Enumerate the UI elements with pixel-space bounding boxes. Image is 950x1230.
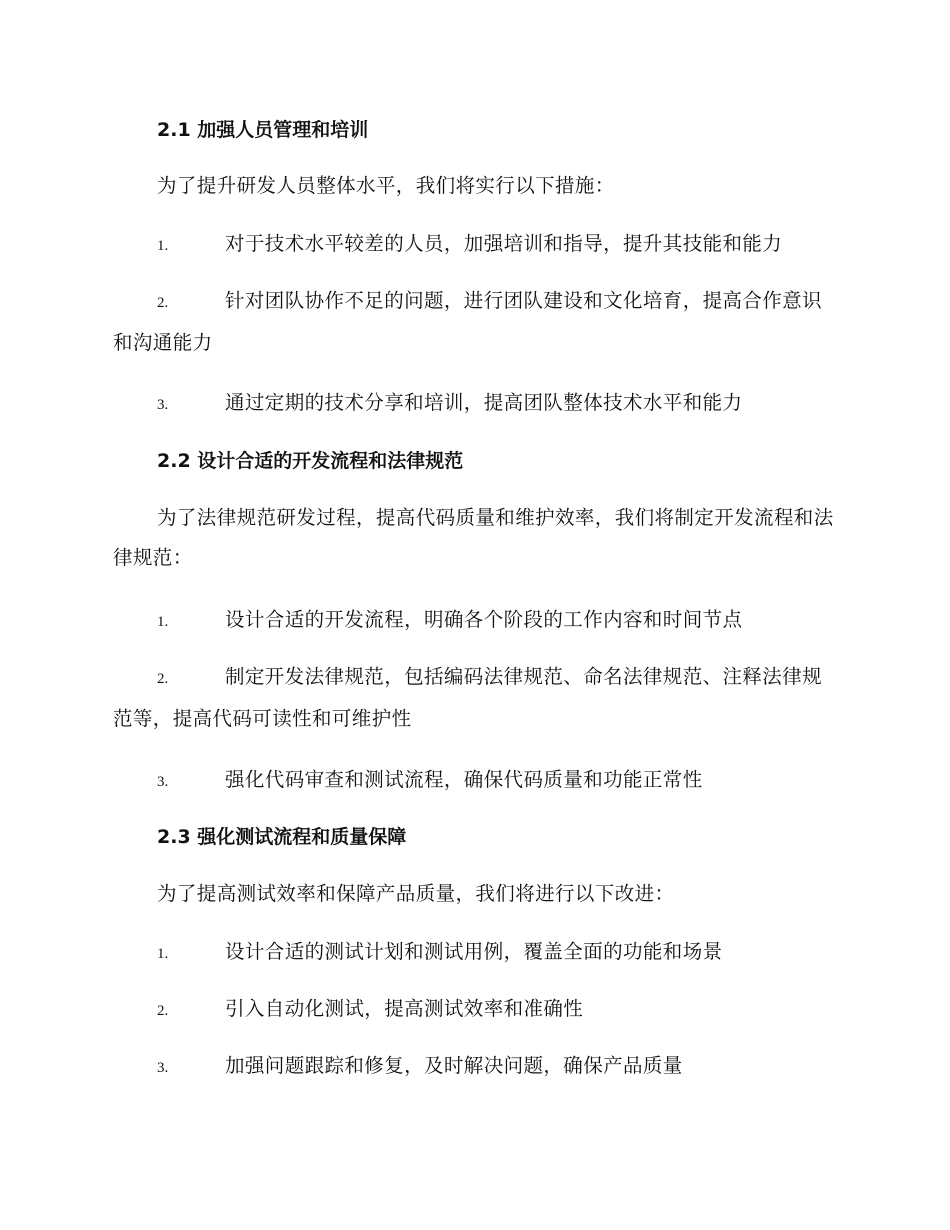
list-item-text: 制定开发法律规范，包括编码法律规范、命名法律规范、注释法律规范等，提高代码可读性和可维护性	[113, 665, 823, 730]
list-item	[113, 600, 835, 642]
list-number: 1.	[157, 946, 169, 962]
section-heading: 2.3 强化测试流程和质量保障	[157, 826, 407, 848]
list-number: 3.	[157, 1060, 169, 1076]
list-item-text: 通过定期的技术分享和培训，提高团队整体技术水平和能力	[225, 391, 743, 414]
list-item-text: 强化代码审查和测试流程，确保代码质量和功能正常性	[225, 768, 703, 791]
list-item-text: 加强问题跟踪和修复，及时解决问题，确保产品质量	[225, 1054, 683, 1077]
list-number: 3.	[157, 397, 169, 413]
list-item-text: 引入自动化测试，提高测试效率和准确性	[225, 997, 584, 1020]
list-item	[113, 932, 835, 974]
section-intro: 为了提高测试效率和保障产品质量，我们将进行以下改进：	[157, 882, 675, 905]
list-number: 1.	[157, 238, 169, 254]
section-intro: 为了法律规范研发过程，提高代码质量和维护效率，我们将制定开发流程和法律规范：	[113, 506, 834, 569]
list-number: 3.	[157, 774, 169, 790]
section-heading: 2.2 设计合适的开发流程和法律规范	[157, 450, 464, 472]
list-item	[113, 383, 835, 425]
list-item	[113, 281, 835, 363]
list-item-text: 针对团队协作不足的问题，进行团队建设和文化培育，提高合作意识和沟通能力	[113, 289, 823, 354]
list-item-text: 设计合适的开发流程，明确各个阶段的工作内容和时间节点	[225, 608, 743, 631]
list-number: 2.	[157, 1003, 169, 1019]
list-item	[113, 657, 835, 739]
list-item-text: 设计合适的测试计划和测试用例，覆盖全面的功能和场景	[225, 940, 723, 963]
list-item	[113, 760, 835, 802]
list-number: 1.	[157, 614, 169, 630]
list-item	[113, 1046, 835, 1088]
list-item	[113, 989, 835, 1031]
list-number: 2.	[157, 671, 169, 687]
list-item	[113, 224, 835, 266]
section-intro: 为了提升研发人员整体水平，我们将实行以下措施：	[157, 174, 615, 197]
list-number: 2.	[157, 295, 169, 311]
section-heading: 2.1 加强人员管理和培训	[157, 119, 369, 141]
list-item-text: 对于技术水平较差的人员，加强培训和指导，提升其技能和能力	[225, 232, 783, 255]
